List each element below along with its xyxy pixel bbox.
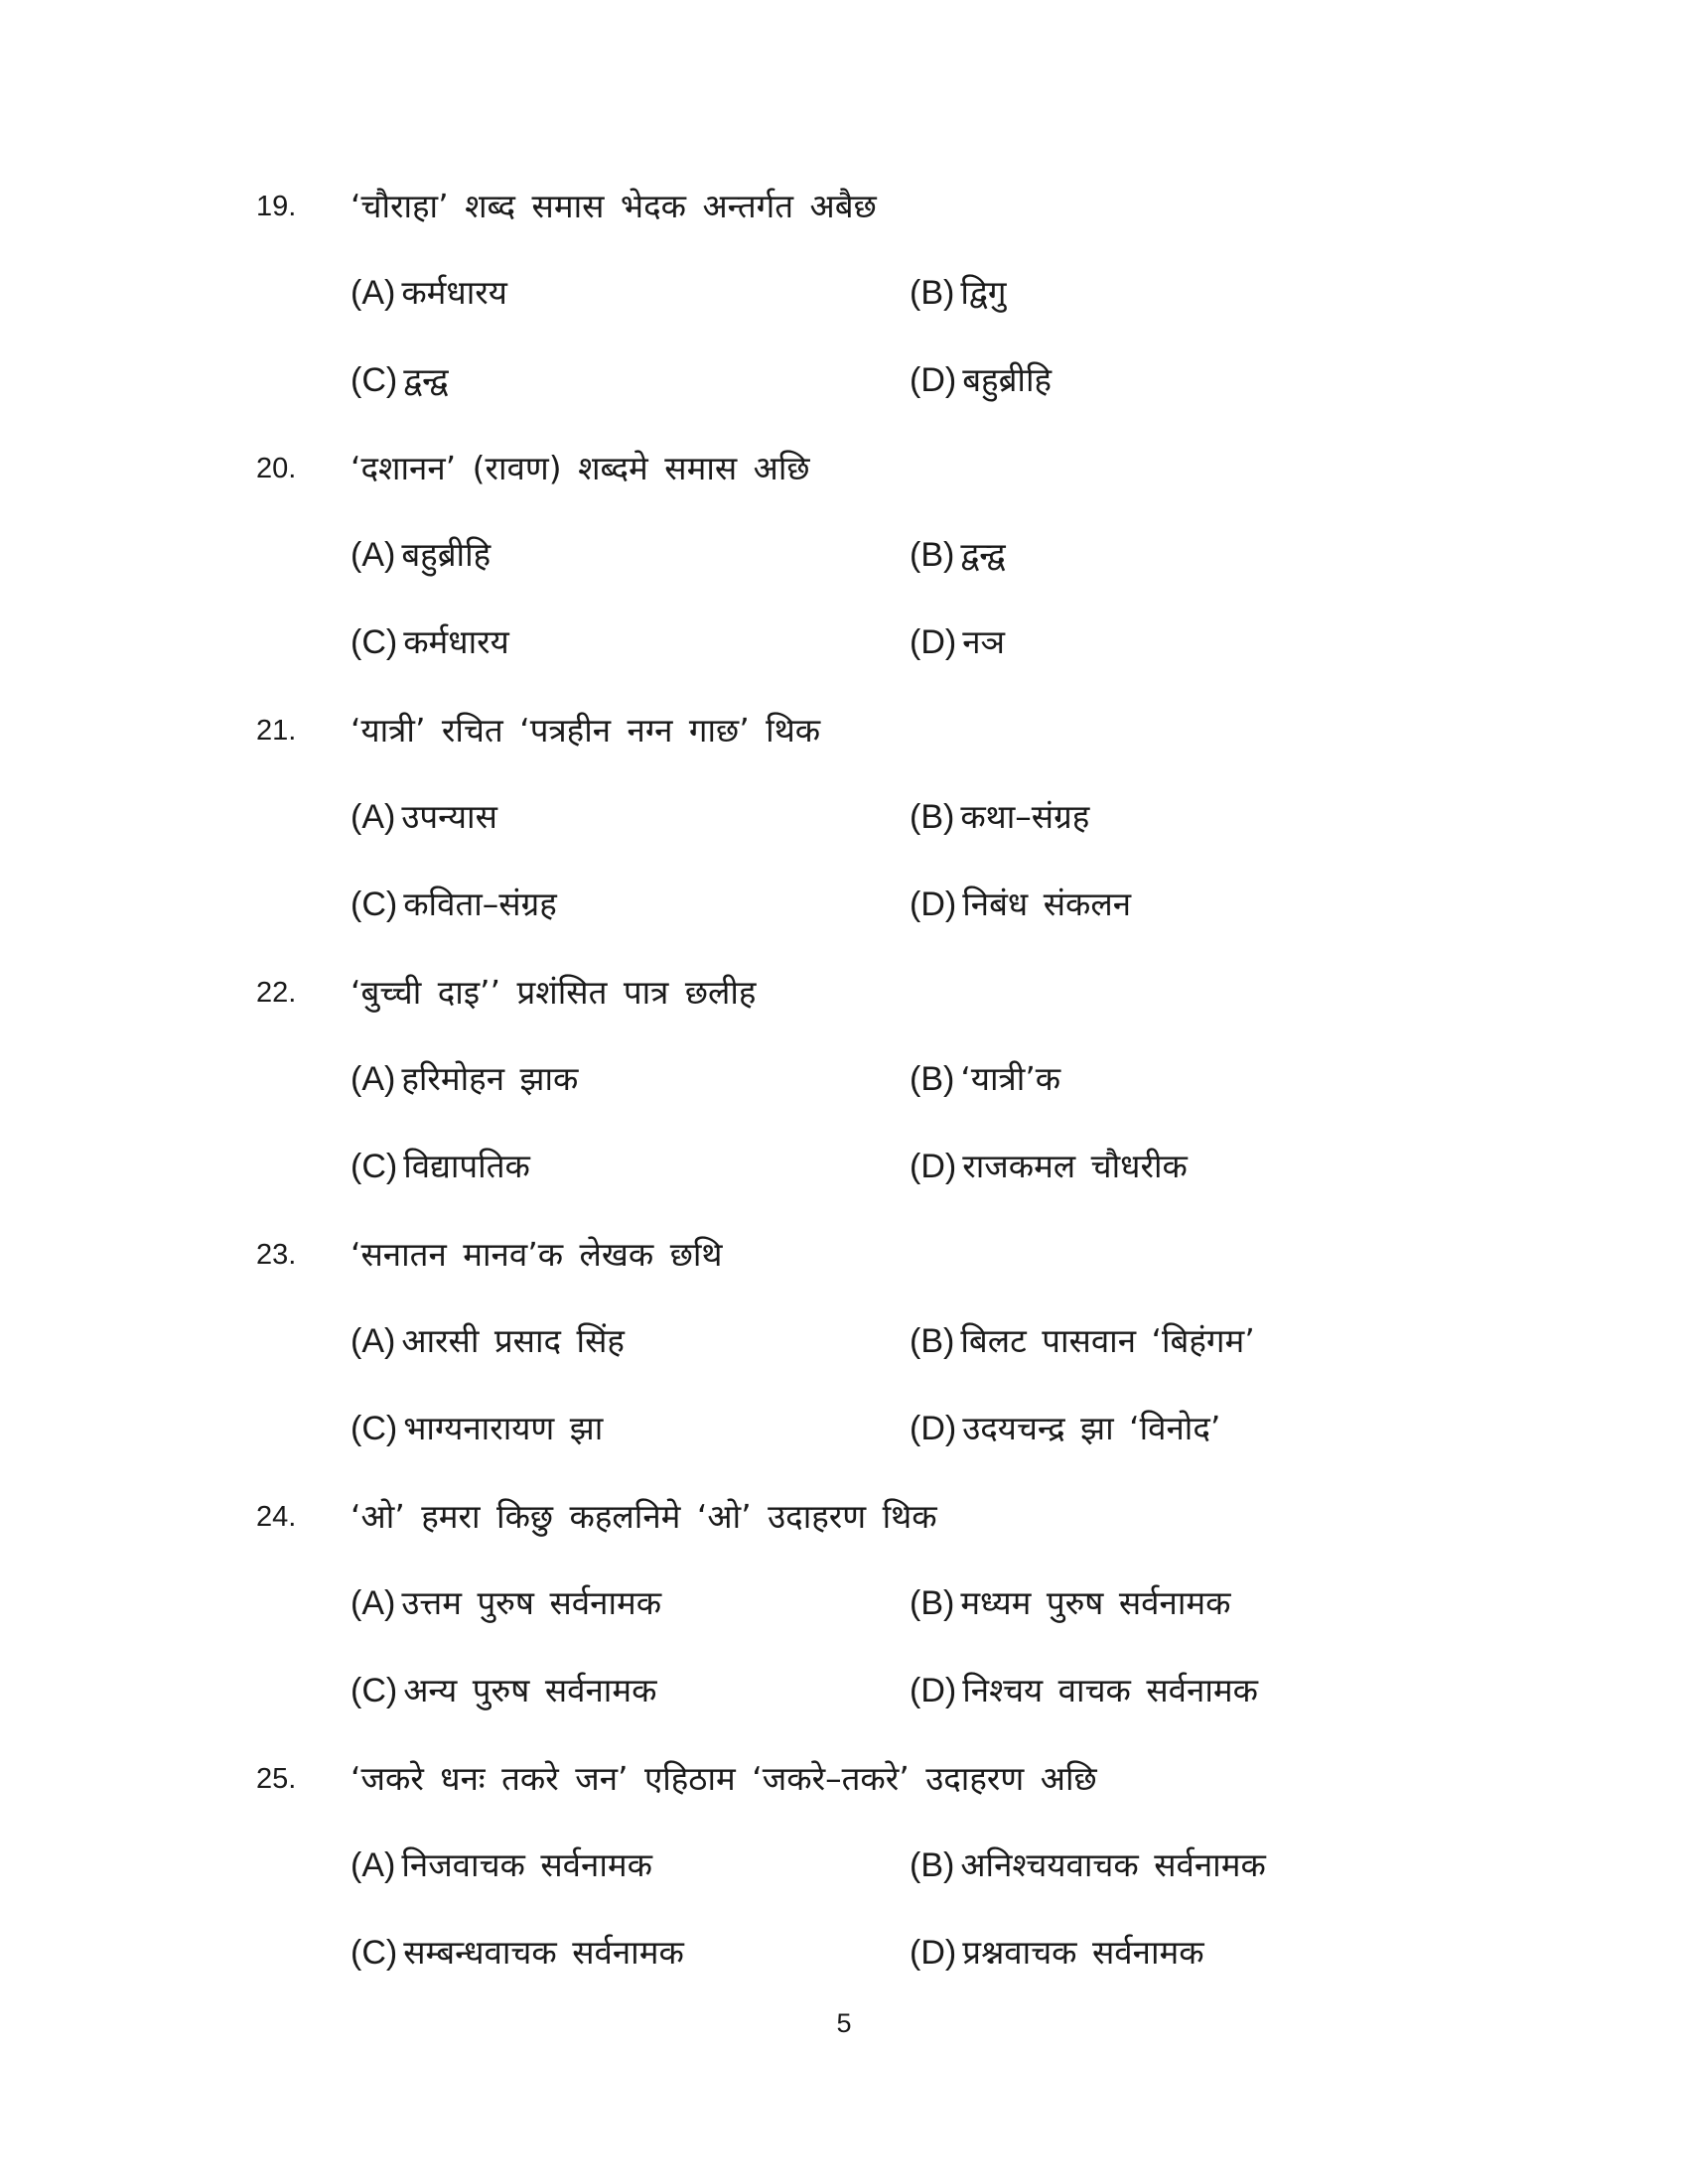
question-number: 21. <box>256 715 297 747</box>
option-letter: (B) <box>910 274 955 312</box>
option-text: आरसी प्रसाद सिंह <box>401 1321 625 1360</box>
option-a <box>351 1843 652 1887</box>
option-letter: (A) <box>351 1584 396 1622</box>
option-text: द्वन्द्व <box>960 535 1006 574</box>
option-letter: (A) <box>351 274 396 312</box>
option-a <box>351 1581 661 1625</box>
option-c <box>351 883 557 926</box>
option-letter: (B) <box>910 1060 955 1098</box>
option-d <box>910 1931 1204 1975</box>
option-letter: (C) <box>351 623 398 661</box>
option-letter: (D) <box>910 1672 957 1709</box>
option-letter: (D) <box>910 886 957 923</box>
option-letter: (C) <box>351 1672 398 1709</box>
option-text: उपन्यास <box>401 797 497 836</box>
option-text: कर्मधारय <box>401 273 507 312</box>
option-b <box>910 1581 1230 1625</box>
question-25 <box>0 1757 1688 2005</box>
option-letter: (A) <box>351 1060 396 1098</box>
option-text: उदयचन्द्र झा ‘विनोद’ <box>962 1409 1221 1447</box>
option-text: बिलट पासवान ‘बिहंगम’ <box>960 1321 1255 1360</box>
option-text: निश्चय वाचक सर्वनामक <box>962 1671 1258 1709</box>
option-text: कर्मधारय <box>403 622 509 661</box>
option-c <box>351 1669 656 1712</box>
option-letter: (D) <box>910 623 957 661</box>
option-d <box>910 620 1005 664</box>
option-c <box>351 620 509 664</box>
option-letter: (A) <box>351 1846 396 1884</box>
option-letter: (D) <box>910 1410 957 1447</box>
option-letter: (C) <box>351 1410 398 1447</box>
option-text: अनिश्चयवाचक सर्वनामक <box>960 1845 1266 1884</box>
option-text: सम्बन्धवाचक सर्वनामक <box>403 1933 684 1972</box>
question-number: 19. <box>256 191 297 222</box>
option-letter: (C) <box>351 886 398 923</box>
option-letter: (C) <box>351 1148 398 1185</box>
option-a <box>351 1319 625 1363</box>
option-b <box>910 533 1006 577</box>
option-text: भाग्यनारायण झा <box>403 1409 604 1447</box>
option-a <box>351 1057 578 1101</box>
question-23 <box>0 1233 1688 1481</box>
question-text: ‘यात्री’ रचित ‘पत्रहीन नग्न गाछ’ थिक <box>351 711 821 750</box>
option-text: प्रश्नवाचक सर्वनामक <box>962 1933 1204 1972</box>
question-number: 22. <box>256 977 297 1009</box>
option-text: राजकमल चौधरीक <box>962 1147 1188 1185</box>
question-24 <box>0 1495 1688 1743</box>
option-d <box>910 883 1131 926</box>
question-text: ‘ओ’ हमरा किछु कहलनिमे ‘ओ’ उदाहरण थिक <box>351 1497 937 1536</box>
option-text: निबंध संकलन <box>962 885 1132 923</box>
option-letter: (D) <box>910 1934 957 1972</box>
question-21 <box>0 709 1688 957</box>
option-text: हरिमोहन झाक <box>401 1059 579 1098</box>
option-text: विद्यापतिक <box>403 1147 530 1185</box>
option-a <box>351 533 491 577</box>
option-text: द्वन्द्व <box>403 360 449 399</box>
question-text: ‘बुच्ची दाइ’’ प्रशंसित पात्र छलीह <box>351 973 757 1012</box>
option-b <box>910 1319 1255 1363</box>
option-d <box>910 1407 1220 1450</box>
option-letter: (A) <box>351 798 396 836</box>
option-d <box>910 1145 1188 1188</box>
option-b <box>910 795 1089 839</box>
option-letter: (B) <box>910 536 955 574</box>
option-letter: (B) <box>910 1584 955 1622</box>
option-a <box>351 271 507 315</box>
option-a <box>351 795 497 839</box>
question-number: 20. <box>256 453 297 484</box>
option-b <box>910 1057 1060 1101</box>
page-number: 5 <box>836 2008 852 2038</box>
option-text: ‘यात्री’क <box>960 1059 1061 1098</box>
option-d <box>910 1669 1258 1712</box>
question-text: ‘जकरे धनः तकरे जन’ एहिठाम ‘जकरे–तकरे’ उदाहरण अछि <box>351 1759 1097 1798</box>
question-text: ‘दशानन’ (रावण) शब्दमे समास अछि <box>351 449 810 487</box>
option-letter: (C) <box>351 361 398 399</box>
option-c <box>351 358 449 402</box>
question-number: 24. <box>256 1501 297 1533</box>
question-number: 25. <box>256 1763 297 1795</box>
option-text: मध्यम पुरुष सर्वनामक <box>960 1583 1231 1622</box>
option-letter: (D) <box>910 361 957 399</box>
option-letter: (A) <box>351 536 396 574</box>
option-text: कथा–संग्रह <box>960 797 1090 836</box>
option-c <box>351 1931 684 1975</box>
option-letter: (A) <box>351 1322 396 1360</box>
question-text: ‘चौराहा’ शब्द समास भेदक अन्तर्गत अबैछ <box>351 187 877 225</box>
question-19 <box>0 185 1688 433</box>
option-text: निजवाचक सर्वनामक <box>401 1845 652 1884</box>
option-d <box>910 358 1052 402</box>
question-number: 23. <box>256 1239 297 1271</box>
option-letter: (C) <box>351 1934 398 1972</box>
option-text: अन्य पुरुष सर्वनामक <box>403 1671 657 1709</box>
option-letter: (B) <box>910 1322 955 1360</box>
option-letter: (D) <box>910 1148 957 1185</box>
option-b <box>910 1843 1266 1887</box>
option-text: बहुब्रीहि <box>401 535 492 574</box>
option-c <box>351 1145 530 1188</box>
question-20 <box>0 447 1688 695</box>
question-text: ‘सनातन मानव’क लेखक छथि <box>351 1235 723 1274</box>
option-text: कविता–संग्रह <box>403 885 557 923</box>
option-b <box>910 271 1006 315</box>
option-text: द्विगु <box>960 273 1007 312</box>
option-c <box>351 1407 603 1450</box>
option-letter: (B) <box>910 1846 955 1884</box>
option-text: बहुब्रीहि <box>962 360 1053 399</box>
option-text: उत्तम पुरुष सर्वनामक <box>401 1583 662 1622</box>
option-letter: (B) <box>910 798 955 836</box>
question-22 <box>0 971 1688 1219</box>
option-text: नञ <box>962 622 1006 661</box>
